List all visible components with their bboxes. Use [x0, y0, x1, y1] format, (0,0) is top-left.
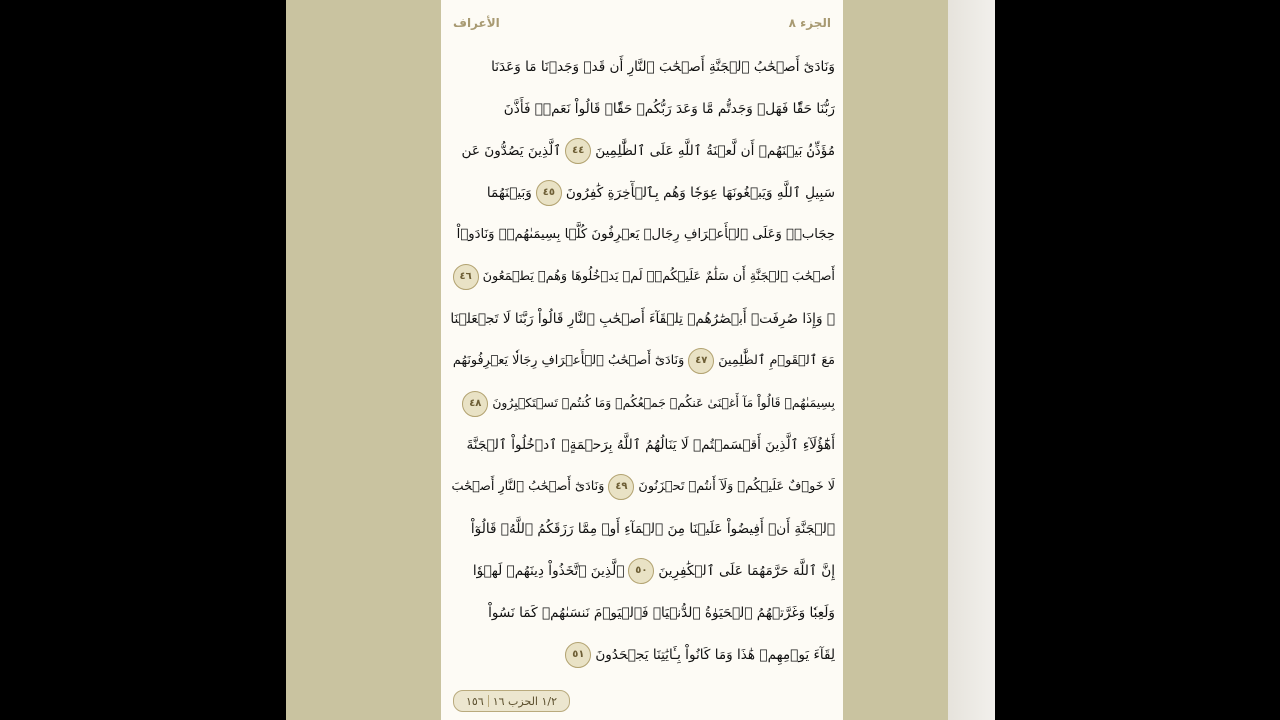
- verse-line: [449, 214, 835, 256]
- ayah-number-marker[interactable]: ٥٠: [628, 558, 654, 584]
- verse-text: سَبِيلِ ٱللَّهِ وَيَبۡغُونَهَا عِوَجٗا وَهُم بِٱلۡأٓخِرَةِ كَٰفِرُونَ: [565, 185, 835, 201]
- verse-line: [449, 550, 835, 592]
- verse-text: ٱلَّذِينَ يَصُدُّونَ عَن: [461, 143, 562, 159]
- verse-text: وَنَادَىٰٓ أَصۡحَٰبُ ٱلۡأَعۡرَافِ رِجَالٗا يَعۡرِفُونَهُم: [452, 353, 685, 368]
- verse-text: إِنَّ ٱللَّهَ حَرَّمَهُمَا عَلَى ٱلۡكَٰفِرِينَ: [658, 563, 835, 579]
- juz-label: الجزء ٨: [788, 16, 831, 30]
- verse-text: وَلَعِبٗا وَغَرَّتۡهُمُ ٱلۡحَيَوٰةُ ٱلدُّنۡيَاۚ فَٱلۡيَوۡمَ نَنسَىٰهُمۡ كَمَا نَسُواْ: [488, 605, 835, 621]
- verse-text: وَبَيۡنَهُمَا: [486, 185, 532, 201]
- verse-line: [449, 382, 835, 424]
- hizb-label: ١/٢ الحزب ١٦: [492, 694, 558, 708]
- verse-line: [449, 130, 835, 172]
- mushaf-page[interactable]: [441, 0, 843, 720]
- left-page-border: [286, 0, 441, 720]
- verse-text: حِجَابٞۚ وَعَلَى ٱلۡأَعۡرَافِ رِجَالٞ يَعۡرِفُونَ كُلَّۢا بِسِيمَىٰهُمۡۚ وَنَادَوۡاْ: [456, 227, 835, 242]
- verse-line: [449, 466, 835, 508]
- verse-text: ۞ وَإِذَا صُرِفَتۡ أَبۡصَٰرُهُمۡ تِلۡقَآءَ أَصۡحَٰبِ ٱلنَّارِ قَالُواْ رَبَّنَا لَا تَجۡعَلۡنَا: [450, 311, 835, 327]
- verse-text: لِقَآءَ يَوۡمِهِمۡ هَٰذَا وَمَا كَانُواْ بِـَٔايَٰتِنَا يَجۡحَدُونَ: [595, 647, 835, 663]
- verse-text: أَهَٰٓؤُلَآءِ ٱلَّذِينَ أَقۡسَمۡتُمۡ لَا يَنَالُهُمُ ٱللَّهُ بِرَحۡمَةٍۚ ٱدۡخُلُواْ ٱلۡجَنَّةَ: [466, 437, 835, 453]
- verse-text: لَا خَوۡفٌ عَلَيۡكُمۡ وَلَآ أَنتُمۡ تَحۡزَنُونَ: [638, 479, 835, 494]
- ayah-number-marker[interactable]: ٤٨: [462, 391, 488, 417]
- verse-line: [449, 592, 835, 634]
- page-number: ١٥٦: [466, 694, 484, 708]
- ayah-number-marker[interactable]: ٤٦: [453, 264, 479, 290]
- ayah-number-marker[interactable]: ٤٤: [565, 138, 591, 164]
- verse-line: [449, 424, 835, 466]
- verse-text: وَنَادَىٰٓ أَصۡحَٰبُ ٱلۡجَنَّةِ أَصۡحَٰبَ ٱلنَّارِ أَن قَدۡ وَجَدۡنَا مَا وَعَدَنَا: [491, 59, 835, 75]
- verse-line: [449, 46, 835, 88]
- ayah-number-marker[interactable]: ٤٩: [608, 474, 634, 500]
- surah-name: الأعراف: [453, 16, 500, 30]
- ayah-number-marker[interactable]: ٤٧: [688, 348, 714, 374]
- verse-text: وَنَادَىٰٓ أَصۡحَٰبُ ٱلنَّارِ أَصۡحَٰبَ: [451, 479, 605, 494]
- outer-shadow: [948, 0, 995, 720]
- page-footer: [453, 690, 570, 712]
- verse-text: ٱلَّذِينَ ٱتَّخَذُواْ دِينَهُمۡ لَهۡوٗا: [472, 563, 625, 579]
- verse-text: أَصۡحَٰبَ ٱلۡجَنَّةِ أَن سَلَٰمٌ عَلَيۡكُمۡۚ لَمۡ يَدۡخُلُوهَا وَهُمۡ يَطۡمَعُونَ: [482, 269, 835, 284]
- verse-text: رَبُّنَا حَقّٗا فَهَلۡ وَجَدتُّم مَّا وَعَدَ رَبُّكُمۡ حَقّٗاۖ قَالُواْ نَعَمۡۚ فَأَذَّنَ: [503, 101, 835, 117]
- verse-line: [449, 508, 835, 550]
- ayah-number-marker[interactable]: ٤٥: [536, 180, 562, 206]
- verses-block: [441, 46, 843, 676]
- verse-line: [449, 634, 835, 676]
- verse-line: [449, 298, 835, 340]
- verse-text: مُؤَذِّنُۢ بَيۡنَهُمۡ أَن لَّعۡنَةُ ٱللَّهِ عَلَى ٱلظَّٰلِمِينَ: [595, 143, 835, 159]
- verse-line: [449, 256, 835, 298]
- verse-text: مَعَ ٱلۡقَوۡمِ ٱلظَّٰلِمِينَ: [718, 353, 835, 368]
- footer-divider: [488, 695, 489, 707]
- verse-line: [449, 172, 835, 214]
- verse-text: ٱلۡجَنَّةِ أَنۡ أَفِيضُواْ عَلَيۡنَا مِنَ ٱلۡمَآءِ أَوۡ مِمَّا رَزَقَكُمُ ٱللَّهُۚ قَالُوٓاْ: [470, 521, 835, 537]
- right-page-border: [843, 0, 948, 720]
- verse-text: بِسِيمَىٰهُمۡ قَالُواْ مَآ أَغۡنَىٰ عَنكُمۡ جَمۡعُكُمۡ وَمَا كُنتُمۡ تَسۡتَكۡبِرُونَ: [492, 395, 835, 410]
- verse-line: [449, 88, 835, 130]
- ayah-number-marker[interactable]: ٥١: [565, 642, 591, 668]
- verse-line: [449, 340, 835, 382]
